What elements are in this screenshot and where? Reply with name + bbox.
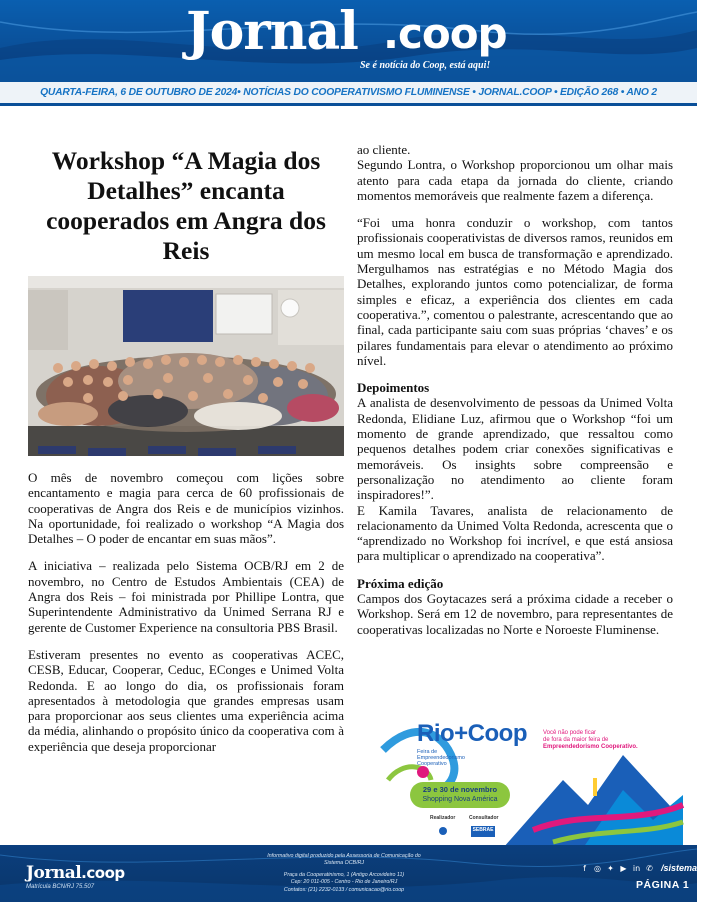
- ad-tagline-3: Empreendedorismo Cooperativo.: [543, 744, 638, 750]
- sebrae-logo: SEBRAE: [472, 827, 494, 833]
- masthead-tagline: Se é notícia do Coop, está aqui!: [360, 60, 491, 71]
- ad-brand-sub2: Empreendedorismo: [417, 755, 465, 761]
- article-paragraph: ao cliente.: [357, 142, 411, 157]
- article-paragraph: Campos dos Goytacazes será a próxima cidade a receber o Workshop. Será em 12 de novembro, para representantes de cooperativas localizadas no Norte e Noroeste Fluminense.: [357, 591, 673, 637]
- footer-info-line: Cep: 20 011-005 - Centro - Rio de Janeiro/RJ: [290, 879, 398, 886]
- masthead-logo[interactable]: [186, 2, 526, 62]
- ad-brand: Rio+Coop: [417, 720, 527, 747]
- instagram-icon[interactable]: ◎: [594, 863, 601, 873]
- article-paragraph: A analista de desenvolvimento de pessoas da Unimed Volta Redonda, Elidiane Luz, afirmou que o Workshop “foi um momento de grande aprendizado, que ressaltou como pequenos detalhes podem criar conexões significativas e memoráveis. Os insights sobre compreensão e personalização no atendimento ao cliente foram inspiradores!”.: [357, 395, 673, 503]
- article-paragraph: O mês de novembro começou com lições sobre encantamento e magia para cerca de 60 profissionais de cooperativas de Angra dos Reis e de municípios vizinhos. Na oportunidade, foi realizado o workshop “A Magia dos Detalhes – O poder de encantar em suas mãos”.: [28, 470, 344, 547]
- page-footer: [0, 845, 719, 902]
- facebook-icon[interactable]: f: [583, 863, 586, 873]
- twitter-icon[interactable]: ✦: [607, 863, 614, 873]
- edition-info-bar: [0, 82, 697, 106]
- linkedin-icon[interactable]: in: [632, 863, 641, 873]
- article-quote-paragraph: “Foi uma honra conduzir o workshop, com tantos profissionais cooperativistas de diversos ramos, reunidos em um mesmo local em busca de transformação e aprendizado. Mergulhamos nas estratégias e no Método Magia dos Detalhes, explorando juntos como potencializar, de forma simples e eficaz, a experiência dos clientes em cada cooperativa.”, comentou o palestrante, acrescentando que ao final, cada participante saiu com suas próprias ‘chaves’ e os pilares fundamentais para elevar o atendimento ao próximo nível.: [357, 215, 673, 368]
- footer-info-line: Praça da Cooperatinismo, 1 (Antigo Arcovideiro 11): [283, 871, 405, 878]
- left-column: [28, 142, 344, 754]
- ad-venue: Shopping Nova América: [422, 796, 498, 803]
- edition-info-text: QUARTA-FEIRA, 6 DE OUTUBRO DE 2024• NOTÍCIAS DO COOPERATIVISMO FLUMINENSE • JORNAL.COOP • EDIÇÃO 268 • ANO 2: [40, 87, 657, 98]
- ad-tagline-1: Você não pode ficar: [543, 730, 597, 736]
- article-paragraph: Estiveram presentes no evento as cooperativas ACEC, CESB, Educar, Cooperar, Ceduc, EConges e Unimed Volta Redonda. E ao longo do dia, os profissionais foram apresentados à metodologia que grandes empresas usam para proporcionar aos seus clientes uma experiência acima da média, alinhando o propósito único da cooperativa com à experiência que deseja proporcionar: [28, 646, 344, 754]
- ad-consultador-label: Consultador: [469, 815, 499, 821]
- right-column: [357, 142, 673, 637]
- rio-coop-advertisement[interactable]: [383, 710, 683, 848]
- article-paragraph: E Kamila Tavares, analista de relacionamento de relacionamento da Unimed Volta Redonda, acrescenta que o “aprendizado no Workshop foi incrível, e que está ansiosa para multiplicar o aprendizado na cooperativa”.: [357, 502, 673, 564]
- page-number: PÁGINA 1: [636, 879, 690, 891]
- ad-brand-sub1: Feira de: [417, 749, 438, 755]
- article-paragraph: A iniciativa – realizada pelo Sistema OCB/RJ em 2 de novembro, no Centro de Estudos Ambientais (CEA) de Angra dos Reis – foi ministrada por Phillipe Lontra, que Superintendente Administrativo da Unimed Serrana RJ e gerente de Customer Experience na consultoria PBS Brasil.: [28, 558, 344, 635]
- masthead: [0, 0, 697, 82]
- ad-brand-sub3: Cooperativo: [417, 761, 447, 767]
- event-group-photo: [28, 276, 344, 456]
- youtube-icon[interactable]: ▶: [620, 863, 627, 873]
- logo-text-jornal: Jornal: [186, 1, 358, 62]
- whatsapp-icon[interactable]: ✆: [646, 863, 653, 873]
- footer-logo[interactable]: [26, 863, 125, 883]
- ad-realizador-label: Realizador: [430, 815, 456, 821]
- footer-contact-info: [264, 853, 424, 894]
- footer-logo-coop: .coop: [81, 864, 125, 882]
- footer-matricula: Matrícula BCN/RJ 75.507: [26, 884, 95, 890]
- ad-date: 29 e 30 de novembro: [422, 785, 498, 794]
- ad-tagline-2: de fora da maior feira de: [543, 737, 609, 743]
- section-heading-depoimentos: Depoimentos: [357, 380, 430, 396]
- footer-info-line: Informativo digital produzido pela Assessoria de Comunicação do Sistema OCB/RJ: [267, 853, 421, 867]
- section-heading-proxima-edicao: Próxima edição: [357, 575, 444, 591]
- footer-logo-jornal: Jornal: [26, 863, 82, 883]
- footer-info-line: Contatos: (21) 2232-0133 / comunicacao@rio.coop: [283, 886, 405, 893]
- footer-social-handle[interactable]: /sistemaocbrj: [661, 863, 719, 873]
- article-paragraph: Segundo Lontra, o Workshop proporcionou um olhar mais atento para cada etapa da jornada do cliente, criando momentos memoráveis que realmente fazem a diferença.: [357, 157, 673, 203]
- group-photo-illustration: [28, 276, 344, 456]
- logo-text-coop: .coop: [383, 9, 507, 58]
- article-headline: Workshop “A Magia dos Detalhes” encanta cooperados em Angra dos Reis: [46, 146, 326, 265]
- footer-social-links: [580, 863, 719, 873]
